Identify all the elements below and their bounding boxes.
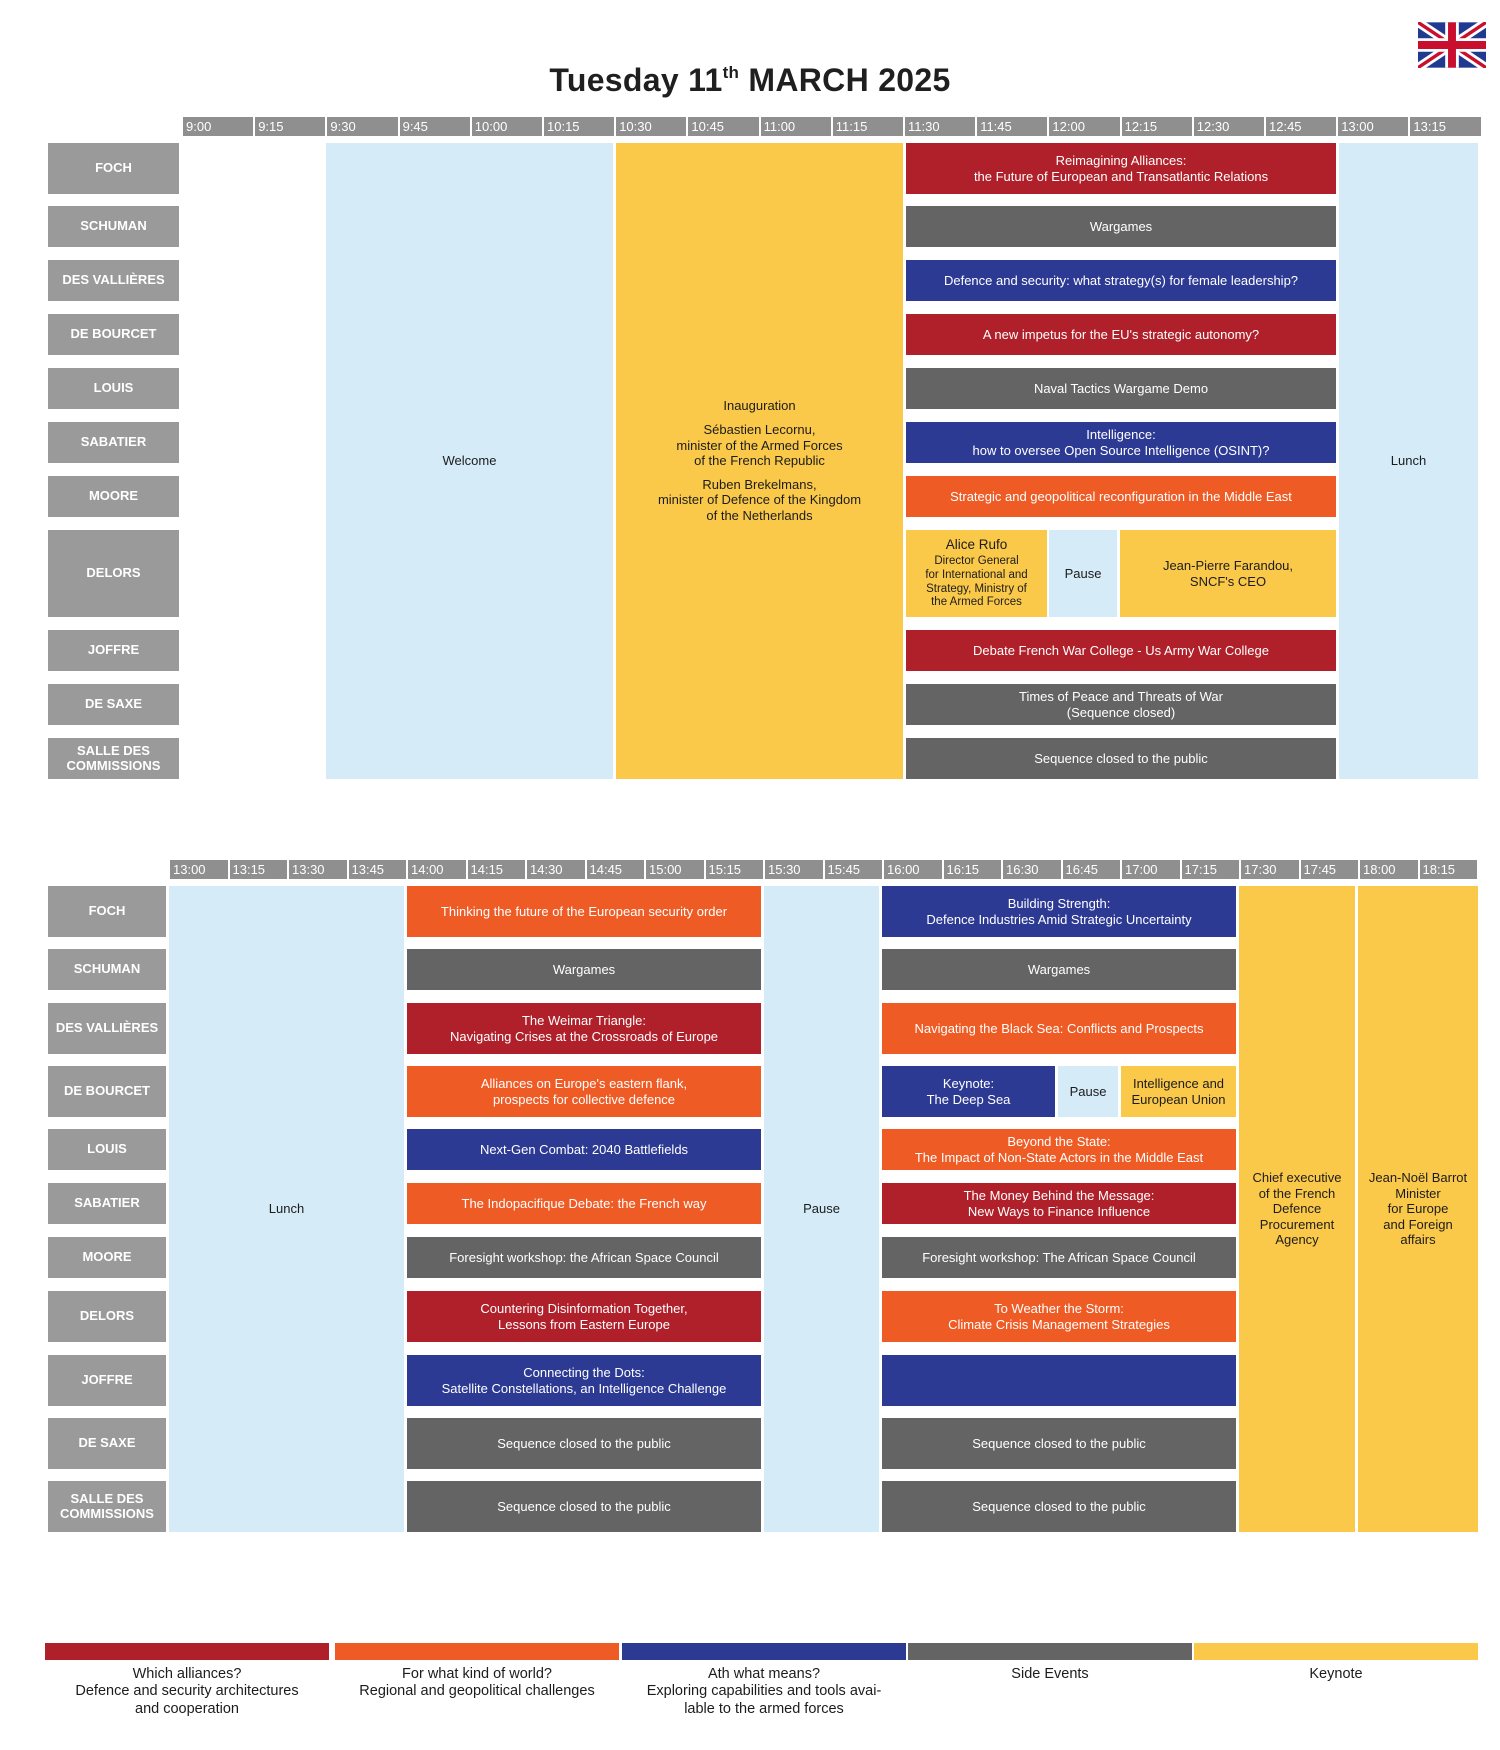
- time-slot: 10:00: [472, 117, 542, 136]
- cell-line: A new impetus for the EU's strategic autonomy?: [982, 326, 1260, 342]
- room-label: MOORE: [48, 1237, 166, 1278]
- room-label: DES VALLIÈRES: [48, 1003, 166, 1054]
- time-slot: 14:00: [408, 860, 466, 879]
- legend-line: and cooperation: [135, 1700, 239, 1717]
- time-slot: 13:00: [170, 860, 228, 879]
- cell-line: The Impact of Non-State Actors in the Middle East: [914, 1149, 1204, 1165]
- session-block[interactable]: [882, 1237, 1236, 1278]
- time-slot: 9:30: [327, 117, 397, 136]
- room-label: SCHUMAN: [48, 206, 179, 247]
- time-slot: 11:30: [905, 117, 975, 136]
- session-block[interactable]: [407, 949, 761, 990]
- session-block[interactable]: [407, 1481, 761, 1532]
- session-block[interactable]: [906, 422, 1336, 463]
- cell-line: To Weather the Storm:: [994, 1300, 1124, 1316]
- legend-line: Exploring capabilities and tools avai-: [646, 1683, 882, 1700]
- room-label: LOUIS: [48, 368, 179, 409]
- cell-line: Procurement: [1259, 1216, 1335, 1232]
- time-slot: 17:30: [1241, 860, 1299, 879]
- session-block[interactable]: [407, 886, 761, 937]
- legend-label: [1194, 1666, 1478, 1683]
- cell-line: Building Strength:: [1007, 895, 1111, 911]
- cell-line: the Armed Forces: [931, 596, 1022, 609]
- time-slot: 17:45: [1301, 860, 1359, 879]
- cell-line: Navigating the Black Sea: Conflicts and Prospects: [914, 1020, 1204, 1036]
- session-block[interactable]: [407, 1418, 761, 1469]
- cell-line: (Sequence closed): [1066, 704, 1176, 720]
- keynote-deep-sea[interactable]: [882, 1066, 1055, 1117]
- page-title: Tuesday 11th MARCH 2025: [549, 62, 951, 98]
- cell-line: Sequence closed to the public: [1034, 750, 1208, 766]
- session-block[interactable]: [906, 206, 1336, 247]
- inauguration-line: Ruben Brekelmans,: [702, 476, 817, 492]
- time-slot: 9:00: [183, 117, 253, 136]
- session-block[interactable]: [407, 1003, 761, 1054]
- legend-line: lable to the armed forces: [684, 1700, 844, 1717]
- inauguration-line: Sébastien Lecornu,: [703, 422, 816, 438]
- session-block[interactable]: [906, 260, 1336, 301]
- cell-line: Countering Disinformation Together,: [480, 1300, 688, 1316]
- cell-line: and Foreign: [1383, 1216, 1453, 1232]
- cell-line: The Deep Sea: [926, 1091, 1011, 1107]
- room-label: JOFFRE: [48, 1355, 166, 1406]
- room-label: MOORE: [48, 476, 179, 517]
- cell-line: Jean-Pierre Farandou,: [1162, 557, 1294, 573]
- room-label: FOCH: [48, 143, 179, 194]
- cell-line: Director General: [934, 555, 1019, 567]
- time-slot: 14:30: [527, 860, 585, 879]
- cell-line: affairs: [1400, 1232, 1436, 1248]
- legend-line: Defence and security architectures: [75, 1683, 299, 1700]
- cell-line: Foresight workshop: the African Space Council: [449, 1249, 719, 1265]
- cell-line: Sequence closed to the public: [972, 1498, 1146, 1514]
- cell-line: for Europe: [1387, 1201, 1449, 1217]
- cell-line: Lessons from Eastern Europe: [498, 1316, 670, 1332]
- session-block[interactable]: [882, 1481, 1236, 1532]
- keynote-dga[interactable]: [1239, 886, 1355, 1532]
- time-slot: 16:45: [1063, 860, 1121, 879]
- cell-line: Alliances on Europe's eastern flank,: [480, 1075, 688, 1091]
- session-block[interactable]: [882, 1003, 1236, 1054]
- session-block[interactable]: [882, 1355, 1236, 1406]
- legend-label: [45, 1666, 329, 1718]
- time-slot: 13:30: [289, 860, 347, 879]
- cell-line: Sequence closed to the public: [497, 1435, 671, 1451]
- lunch-block[interactable]: Lunch: [169, 886, 404, 1532]
- time-slot: 12:15: [1122, 117, 1192, 136]
- room-label: DE SAXE: [48, 1418, 166, 1469]
- legend-swatch: [908, 1643, 1192, 1660]
- session-block[interactable]: [407, 1066, 761, 1117]
- inauguration-line: of the Netherlands: [706, 507, 813, 523]
- room-label: FOCH: [48, 886, 166, 937]
- cell-line: of the French: [1258, 1185, 1336, 1201]
- cell-line: European Union: [1131, 1091, 1226, 1107]
- legend-label: [335, 1666, 619, 1701]
- cell-line: Thinking the future of the European security order: [440, 903, 728, 919]
- pause-block[interactable]: Pause: [1058, 1066, 1118, 1117]
- cell-line: Sequence closed to the public: [497, 1498, 671, 1514]
- session-block[interactable]: [407, 1183, 761, 1224]
- room-label: SABATIER: [48, 1183, 166, 1224]
- session-block[interactable]: [882, 1291, 1236, 1342]
- session-block[interactable]: [906, 368, 1336, 409]
- time-slot: 14:15: [468, 860, 526, 879]
- time-slot: 9:45: [400, 117, 470, 136]
- room-label: JOFFRE: [48, 630, 179, 671]
- cell-line: Intelligence and: [1132, 1075, 1225, 1091]
- cell-line: Reimagining Alliances:: [1055, 152, 1187, 168]
- legend-line: For what kind of world?: [402, 1666, 552, 1682]
- time-slot: 12:45: [1266, 117, 1336, 136]
- time-slot: 13:15: [1410, 117, 1480, 136]
- session-block[interactable]: [882, 949, 1236, 990]
- cell-line: the Future of European and Transatlantic Relations: [973, 168, 1269, 184]
- cell-line: Naval Tactics Wargame Demo: [1033, 380, 1209, 396]
- time-slot: 10:30: [616, 117, 686, 136]
- time-slot: 18:15: [1420, 860, 1478, 879]
- cell-line: New Ways to Finance Influence: [967, 1203, 1151, 1219]
- cell-line: Wargames: [552, 961, 616, 977]
- time-slot: 16:15: [944, 860, 1002, 879]
- session-block[interactable]: [407, 1355, 761, 1406]
- legend-swatch: [1194, 1643, 1478, 1660]
- inauguration-line: minister of Defence of the Kingdom: [657, 492, 862, 508]
- cell-line: Wargames: [1089, 218, 1153, 234]
- time-slot: 17:00: [1122, 860, 1180, 879]
- speaker-name: Alice Rufo: [945, 536, 1008, 552]
- cell-line: Navigating Crises at the Crossroads of Europe: [449, 1028, 719, 1044]
- cell-line: The Weimar Triangle:: [521, 1012, 647, 1028]
- room-label: DES VALLIÈRES: [48, 260, 179, 301]
- legend-swatch: [45, 1643, 329, 1660]
- cell-line: Connecting the Dots:: [523, 1364, 645, 1380]
- session-block[interactable]: [407, 1237, 761, 1278]
- cell-line: Jean-Noël Barrot: [1368, 1170, 1468, 1186]
- cell-line: Agency: [1275, 1232, 1319, 1248]
- room-label: DELORS: [48, 1291, 166, 1342]
- lunch-block[interactable]: Lunch: [1339, 143, 1478, 779]
- legend-label: [622, 1666, 906, 1718]
- uk-flag-icon[interactable]: [1418, 22, 1486, 68]
- cell-line: Strategic and geopolitical reconfiguration in the Middle East: [950, 488, 1292, 504]
- time-slot: 14:45: [587, 860, 645, 879]
- time-slot: 12:00: [1049, 117, 1119, 136]
- inauguration-line: of the French Republic: [694, 453, 825, 469]
- intelligence-eu-block[interactable]: [1121, 1066, 1236, 1117]
- time-slot: 10:15: [544, 117, 614, 136]
- time-slot: 13:00: [1338, 117, 1408, 136]
- time-slot: 13:45: [349, 860, 407, 879]
- pause-block[interactable]: Pause: [1049, 530, 1117, 617]
- time-slot: 17:15: [1182, 860, 1240, 879]
- time-slot: 15:45: [825, 860, 883, 879]
- room-label: SALLE DES COMMISSIONS: [48, 738, 179, 779]
- cell-line: The Money Behind the Message:: [963, 1187, 1155, 1203]
- cell-line: Next-Gen Combat: 2040 Battlefields: [479, 1141, 689, 1157]
- session-block[interactable]: [882, 1129, 1236, 1170]
- room-label: SABATIER: [48, 422, 179, 463]
- cell-line: Keynote:: [942, 1075, 995, 1091]
- time-slot: 11:15: [833, 117, 903, 136]
- session-block[interactable]: [407, 1129, 761, 1170]
- cell-line: Beyond the State:: [1007, 1133, 1111, 1149]
- cell-line: Sequence closed to the public: [972, 1435, 1146, 1451]
- cell-line: Satellite Constellations, an Intelligence Challenge: [441, 1380, 727, 1396]
- inauguration-line: Inauguration: [723, 398, 796, 414]
- time-slot: 15:15: [706, 860, 764, 879]
- room-label: LOUIS: [48, 1129, 166, 1170]
- legend-line: Which alliances?: [132, 1666, 242, 1682]
- cell-line: Defence and security: what strategy(s) for female leadership?: [943, 272, 1299, 288]
- legend-swatch: [335, 1643, 619, 1660]
- legend-line: Keynote: [1309, 1666, 1363, 1682]
- cell-line: Wargames: [1027, 961, 1091, 977]
- session-block[interactable]: [882, 886, 1236, 937]
- time-slot: 18:00: [1360, 860, 1418, 879]
- time-slot: 11:45: [977, 117, 1047, 136]
- cell-line: Debate French War College - Us Army War College: [973, 642, 1269, 658]
- cell-line: Foresight workshop: The African Space Council: [922, 1249, 1196, 1265]
- pause-block[interactable]: Pause: [764, 886, 879, 1532]
- keynote-barrot[interactable]: [1358, 886, 1478, 1532]
- keynote-farandou[interactable]: [1120, 530, 1336, 617]
- session-block[interactable]: [882, 1183, 1236, 1224]
- cell-line: SNCF's CEO: [1189, 573, 1267, 589]
- session-block[interactable]: [906, 738, 1336, 779]
- legend-label: [908, 1666, 1192, 1683]
- time-slot: 16:00: [884, 860, 942, 879]
- cell-line: Intelligence:: [1086, 426, 1156, 442]
- session-block[interactable]: [906, 143, 1336, 194]
- time-slot: 15:00: [646, 860, 704, 879]
- room-label: SCHUMAN: [48, 949, 166, 990]
- room-label: DE SAXE: [48, 684, 179, 725]
- welcome-block[interactable]: Welcome: [326, 143, 613, 779]
- keynote-alice-rufo[interactable]: [906, 530, 1047, 617]
- time-slot: 16:30: [1003, 860, 1061, 879]
- session-block[interactable]: [407, 1291, 761, 1342]
- time-slot: 11:00: [761, 117, 831, 136]
- legend-line: Regional and geopolitical challenges: [359, 1683, 595, 1700]
- cell-line: Climate Crisis Management Strategies: [948, 1316, 1170, 1332]
- cell-line: Chief executive: [1252, 1170, 1342, 1186]
- legend-swatch: [622, 1643, 906, 1660]
- room-label: DE BOURCET: [48, 1066, 166, 1117]
- session-block[interactable]: [882, 1418, 1236, 1469]
- time-slot: 9:15: [255, 117, 325, 136]
- cell-line: Defence Industries Amid Strategic Uncertainty: [926, 911, 1192, 927]
- session-block[interactable]: [906, 630, 1336, 671]
- cell-line: how to oversee Open Source Intelligence (OSINT)?: [972, 442, 1270, 458]
- cell-line: for International and: [925, 568, 1028, 581]
- cell-line: Defence: [1272, 1201, 1322, 1217]
- session-block[interactable]: [906, 314, 1336, 355]
- room-label: DELORS: [48, 530, 179, 617]
- cell-line: The Indopacifique Debate: the French way: [461, 1195, 707, 1211]
- time-slot: 12:30: [1194, 117, 1264, 136]
- room-label: SALLE DES COMMISSIONS: [48, 1481, 166, 1532]
- time-slot: 15:30: [765, 860, 823, 879]
- room-label: DE BOURCET: [48, 314, 179, 355]
- inauguration-block[interactable]: [616, 143, 903, 779]
- cell-line: Times of Peace and Threats of War: [1019, 688, 1223, 704]
- cell-line: Strategy, Ministry of: [926, 582, 1027, 595]
- legend-line: Side Events: [1011, 1666, 1089, 1682]
- cell-line: Minister: [1395, 1185, 1441, 1201]
- session-block[interactable]: [906, 684, 1336, 725]
- time-slot: 13:15: [230, 860, 288, 879]
- legend-line: Ath what means?: [707, 1666, 821, 1682]
- session-block[interactable]: [906, 476, 1336, 517]
- inauguration-line: minister of the Armed Forces: [676, 437, 843, 453]
- cell-line: prospects for collective defence: [492, 1091, 676, 1107]
- time-slot: 10:45: [688, 117, 758, 136]
